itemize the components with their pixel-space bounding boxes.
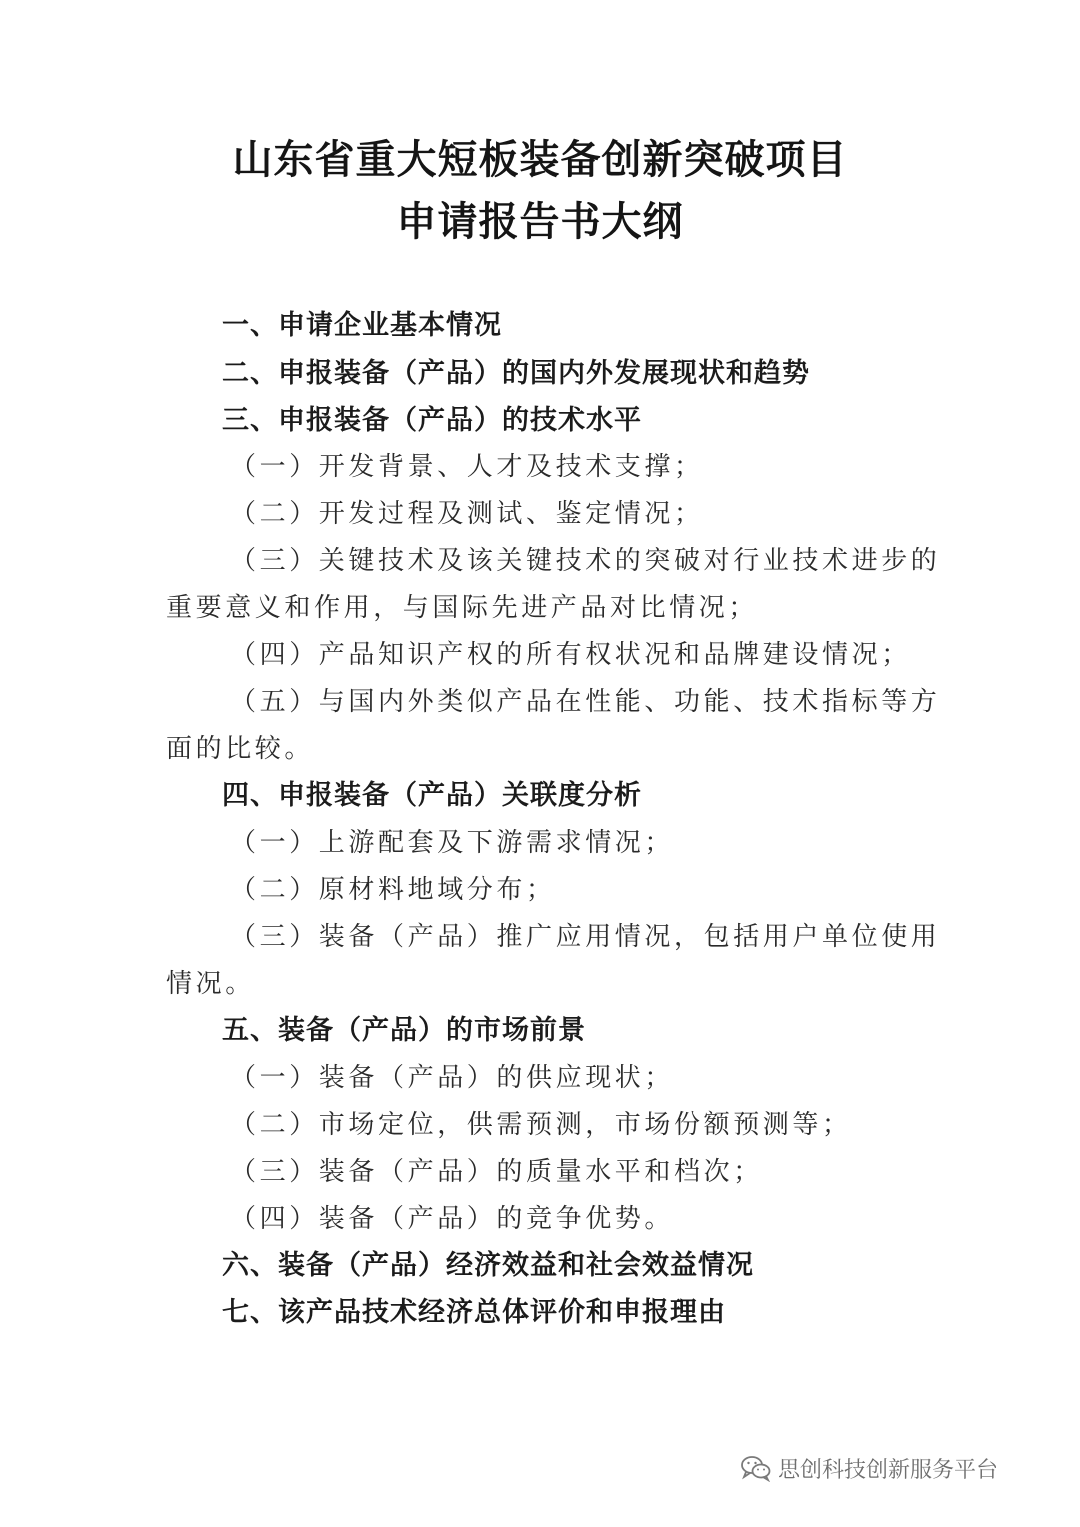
document-title-line1: 山东省重大短板装备创新突破项目: [232, 137, 848, 183]
section-heading-7: 七、该产品技术经济总体评价和申报理由: [222, 1297, 726, 1328]
subsection-3-3: （三）关键技术及该关键技术的突破对行业技术进步的: [230, 546, 941, 576]
subsection-5-1: （一）装备（产品）的供应现状；: [230, 1063, 675, 1093]
subsection-5-4: （四）装备（产品）的竞争优势。: [230, 1204, 675, 1234]
section-heading-5: 五、装备（产品）的市场前景: [222, 1015, 586, 1046]
watermark: [740, 1448, 998, 1488]
subsection-4-3-continued: 情况。: [166, 969, 255, 999]
subsection-4-3: （三）装备（产品）推广应用情况，包括用户单位使用: [230, 922, 941, 952]
watermark-text: 思创科技创新服务平台: [778, 1457, 999, 1483]
subsection-3-5: （五）与国内外类似产品在性能、功能、技术指标等方: [230, 687, 941, 717]
section-heading-2: 二、申报装备（产品）的国内外发展现状和趋势: [222, 358, 810, 389]
subsection-3-2: （二）开发过程及测试、鉴定情况；: [230, 499, 704, 529]
subsection-3-1: （一）开发背景、人才及技术支撑；: [230, 452, 704, 482]
subsection-5-3: （三）装备（产品）的质量水平和档次；: [230, 1157, 763, 1187]
document-title-line2: 申请报告书大纲: [396, 199, 684, 245]
wechat-icon: [740, 1454, 772, 1482]
subsection-5-2: （二）市场定位，供需预测，市场份额预测等；: [230, 1110, 852, 1140]
section-heading-4: 四、申报装备（产品）关联度分析: [222, 780, 642, 811]
section-heading-1: 一、申请企业基本情况: [222, 310, 502, 341]
subsection-3-5-continued: 面的比较。: [166, 734, 315, 764]
section-heading-6: 六、装备（产品）经济效益和社会效益情况: [222, 1250, 754, 1281]
subsection-3-4: （四）产品知识产权的所有权状况和品牌建设情况；: [230, 640, 911, 670]
section-heading-3: 三、申报装备（产品）的技术水平: [222, 405, 642, 436]
subsection-3-3-continued: 重要意义和作用，与国际先进产品对比情况；: [166, 593, 759, 623]
subsection-4-2: （二）原材料地域分布；: [230, 875, 556, 905]
subsection-4-1: （一）上游配套及下游需求情况；: [230, 828, 675, 858]
